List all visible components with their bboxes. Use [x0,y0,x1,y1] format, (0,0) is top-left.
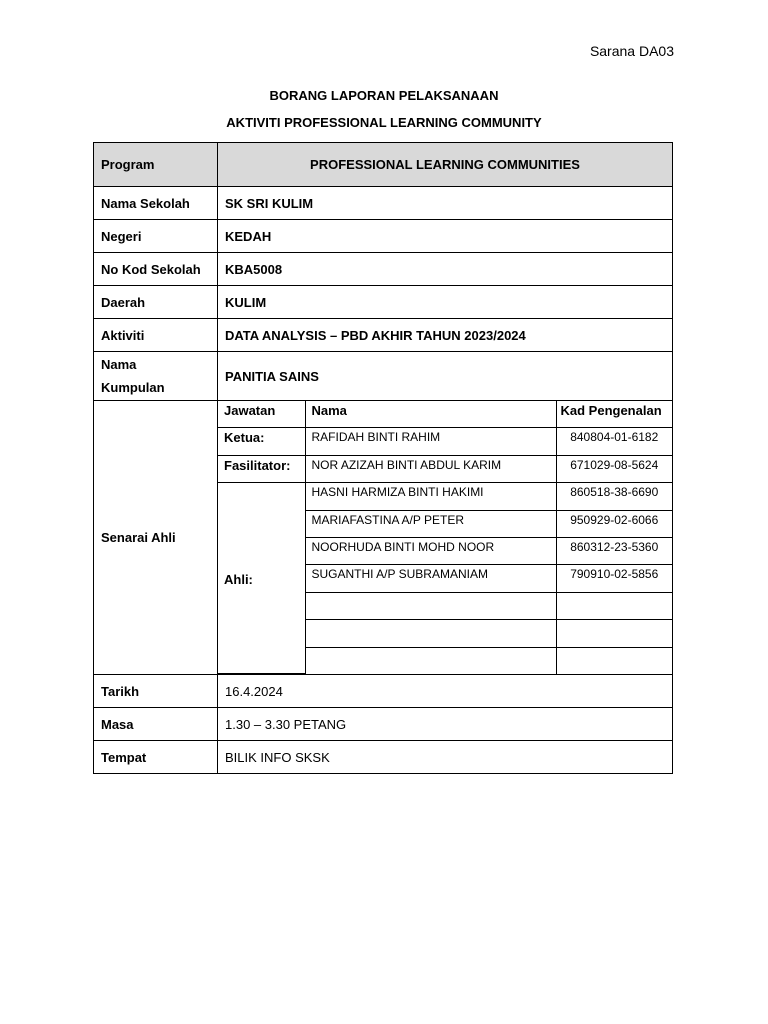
member-ic: 671029-08-5624 [556,455,672,482]
form-subtitle: AKTIVITI PROFESSIONAL LEARNING COMMUNITY [226,115,542,130]
member-ic [556,647,672,674]
school-code-row [94,253,673,286]
header-position: Jawatan [218,401,305,428]
state-label: Negeri [94,220,218,253]
program-value: PROFESSIONAL LEARNING COMMUNITIES [218,143,673,187]
activity-row [94,319,673,352]
district-label: Daerah [94,286,218,319]
time-label: Masa [94,708,218,741]
members-cell [218,401,673,675]
time-value: 1.30 – 3.30 PETANG [218,708,673,741]
member-name: HASNI HARMIZA BINTI HAKIMI [305,483,556,510]
document-reference: Sarana DA03 [589,43,674,59]
school-row [94,187,673,220]
member-ic [556,592,672,619]
member-name: NOORHUDA BINTI MOHD NOOR [305,537,556,564]
district-row [94,286,673,319]
member-row-fasilitator [218,455,672,482]
school-value: SK SRI KULIM [218,187,673,220]
member-name [305,592,556,619]
header-name: Nama [305,401,556,428]
members-header-row [218,401,672,428]
activity-value: DATA ANALYSIS – PBD AKHIR TAHUN 2023/2024 [218,319,673,352]
members-table [218,401,672,674]
group-row [94,352,673,401]
group-label [94,352,218,401]
group-value: PANITIA SAINS [218,352,673,401]
time-row [94,708,673,741]
header-ic: Kad Pengenalan [556,401,672,428]
member-ic: 950929-02-6066 [556,510,672,537]
member-name [305,647,556,674]
role-ketua: Ketua: [218,428,305,455]
program-row [94,143,673,187]
venue-label: Tempat [94,741,218,774]
venue-value: BILIK INFO SKSK [218,741,673,774]
member-name: MARIAFASTINA A/P PETER [305,510,556,537]
report-form-table [93,142,673,774]
state-row [94,220,673,253]
date-value: 16.4.2024 [218,675,673,708]
member-ic [556,620,672,647]
member-ic: 860312-23-5360 [556,537,672,564]
group-label-line2: Kumpulan [101,380,165,395]
member-ic: 790910-02-5856 [556,565,672,592]
role-fasilitator: Fasilitator: [218,455,305,482]
member-row-ahli [218,483,672,510]
member-name: NOR AZIZAH BINTI ABDUL KARIM [305,455,556,482]
member-name [305,620,556,647]
school-code-label: No Kod Sekolah [94,253,218,286]
program-label: Program [94,143,218,187]
role-ahli: Ahli: [218,483,305,674]
members-label: Senarai Ahli [94,401,218,675]
district-value: KULIM [218,286,673,319]
member-name: RAFIDAH BINTI RAHIM [305,428,556,455]
form-title: BORANG LAPORAN PELAKSANAAN [269,88,499,103]
school-code-value: KBA5008 [218,253,673,286]
member-ic: 840804-01-6182 [556,428,672,455]
school-label: Nama Sekolah [94,187,218,220]
date-label: Tarikh [94,675,218,708]
member-row-ketua [218,428,672,455]
state-value: KEDAH [218,220,673,253]
members-row [94,401,673,675]
activity-label: Aktiviti [94,319,218,352]
member-ic: 860518-38-6690 [556,483,672,510]
date-row [94,675,673,708]
group-label-line1: Nama [101,357,137,372]
venue-row [94,741,673,774]
member-name: SUGANTHI A/P SUBRAMANIAM [305,565,556,592]
